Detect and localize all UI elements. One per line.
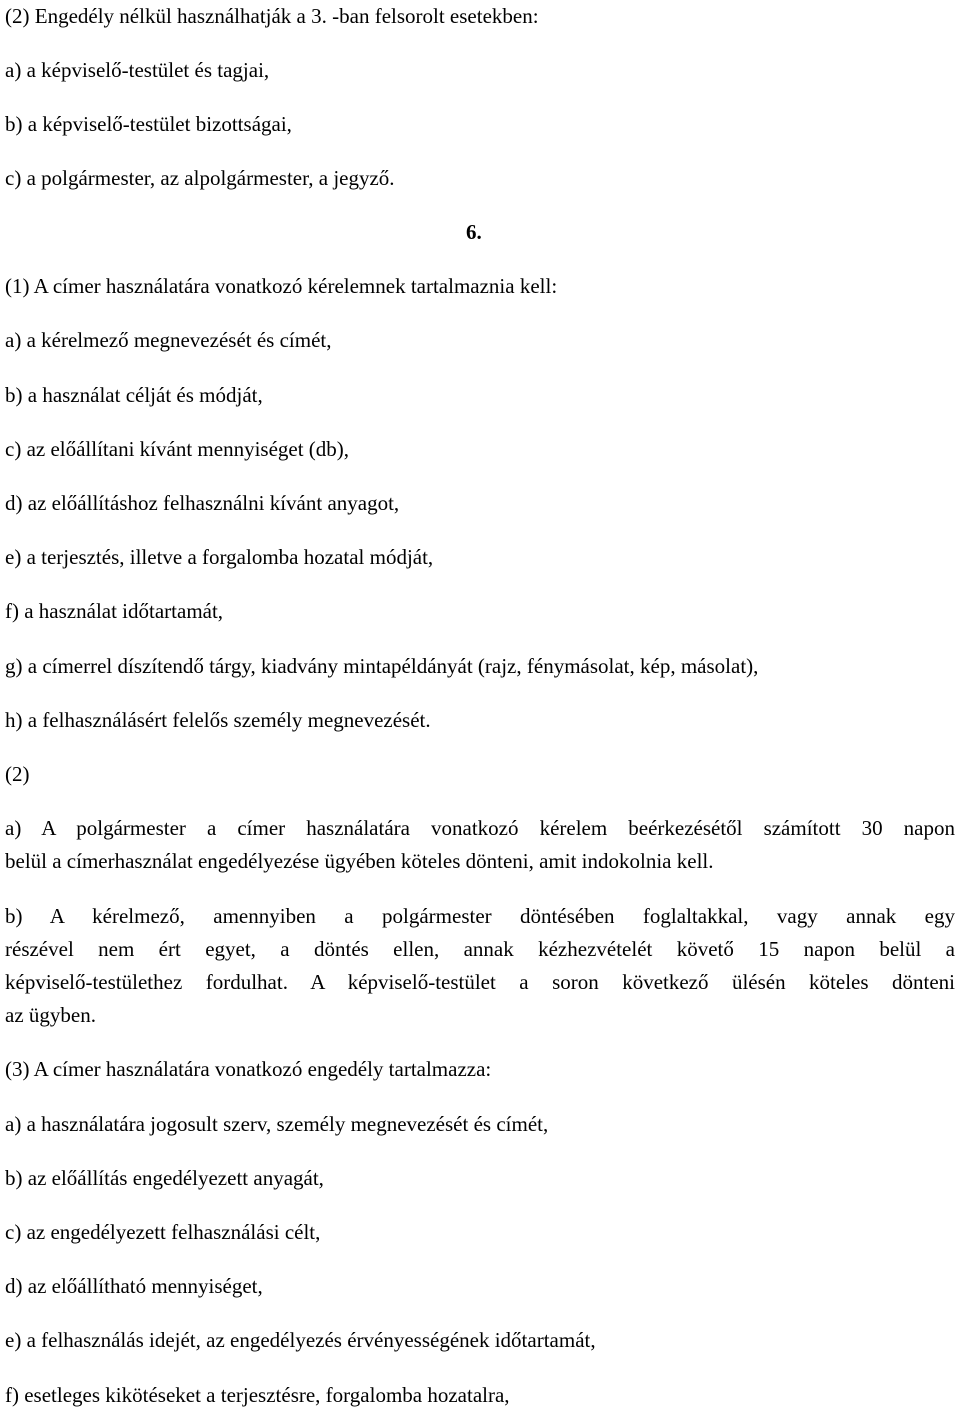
list-item: e) a felhasználás idejét, az engedélyezés érvényességének időtartamát, bbox=[5, 1328, 596, 1352]
section-heading: 6. bbox=[466, 220, 482, 244]
paragraph-label: (2) bbox=[5, 762, 30, 786]
paragraph-line: képviselő-testülethez fordulhat. A képviselő-testület a soron következő ülésén köteles dönteni bbox=[5, 970, 955, 994]
list-item: f) esetleges kikötéseket a terjesztésre, forgalomba hozatalra, bbox=[5, 1383, 510, 1407]
list-item: a) a kérelmező megnevezését és címét, bbox=[5, 328, 332, 352]
paragraph-intro: (1) A címer használatára vonatkozó kérelemnek tartalmaznia kell: bbox=[5, 274, 558, 298]
paragraph-line: belül a címerhasználat engedélyezése ügyében köteles dönteni, amit indokolnia kell. bbox=[5, 849, 714, 873]
list-item: c) a polgármester, az alpolgármester, a jegyző. bbox=[5, 166, 395, 190]
paragraph-line: a) A polgármester a címer használatára vonatkozó kérelem beérkezésétől számított 30 napon bbox=[5, 816, 955, 840]
list-item: d) az előállításhoz felhasználni kívánt anyagot, bbox=[5, 491, 400, 515]
paragraph-line: az ügyben. bbox=[5, 1003, 96, 1027]
paragraph-line: részével nem ért egyet, a döntés ellen, annak kézhezvételét követő 15 napon belül a bbox=[5, 937, 955, 961]
list-item: d) az előállítható mennyiséget, bbox=[5, 1274, 263, 1298]
list-item: h) a felhasználásért felelős személy megnevezését. bbox=[5, 708, 431, 732]
list-item: c) az engedélyezett felhasználási célt, bbox=[5, 1220, 321, 1244]
list-item: b) a használat célját és módját, bbox=[5, 383, 263, 407]
list-item: g) a címerrel díszítendő tárgy, kiadvány mintapéldányát (rajz, fénymásolat, kép, másolat), bbox=[5, 654, 759, 678]
list-item: f) a használat időtartamát, bbox=[5, 599, 224, 623]
list-item: b) az előállítás engedélyezett anyagát, bbox=[5, 1166, 324, 1190]
list-item: b) a képviselő-testület bizottságai, bbox=[5, 112, 292, 136]
list-item: c) az előállítani kívánt mennyiséget (db), bbox=[5, 437, 350, 461]
list-item: e) a terjesztés, illetve a forgalomba hozatal módját, bbox=[5, 545, 434, 569]
paragraph-intro: (3) A címer használatára vonatkozó engedély tartalmazza: bbox=[5, 1057, 492, 1081]
list-item: a) a használatára jogosult szerv, személy megnevezését és címét, bbox=[5, 1112, 549, 1136]
paragraph-line: b) A kérelmező, amennyiben a polgármester döntésében foglaltakkal, vagy annak egy bbox=[5, 904, 955, 928]
paragraph-intro: (2) Engedély nélkül használhatják a 3. -ban felsorolt esetekben: bbox=[5, 4, 539, 28]
list-item: a) a képviselő-testület és tagjai, bbox=[5, 58, 270, 82]
